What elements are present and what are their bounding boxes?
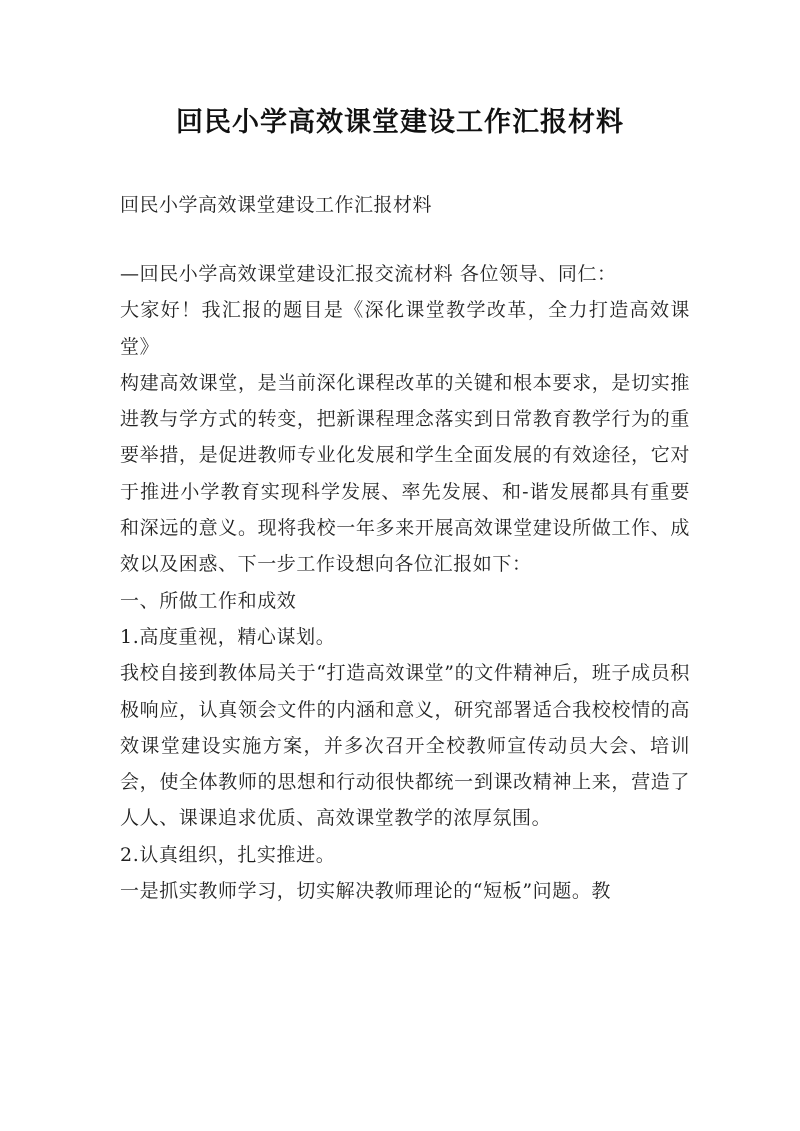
subsection-heading-2: 2.认真组织，扎实推进。 [120,843,336,866]
document-subtitle: 回民小学高效课堂建设工作汇报材料 [120,194,433,216]
paragraph-planning: 我校自接到教体局关于“打造高效课堂”的文件精神后，班子成员积极响应，认真领会文件的内涵和意义，研究部署适合我校校情的高效课堂建设实施方案，并多次召开全校教师宣传动员大会、培训会，使全体教师的思想和行动很快都统一到课改精神上来，营造了人人、课课追求优质、高效课堂教学的浓厚氛围。 [120,662,690,830]
document-body [120,256,690,909]
paragraph-greeting: 大家好！我汇报的题目是《深化课堂教学改革，全力打造高效课堂》 [120,299,690,358]
paragraph-intro: —回民小学高效课堂建设汇报交流材料 各位领导、同仁： [120,263,617,285]
document-title: 回民小学高效课堂建设工作汇报材料 [176,107,624,138]
section-heading-1: 一、所做工作和成效 [120,589,297,612]
paragraph-teacher-study: 一是抓实教师学习，切实解决教师理论的“短板”问题。教 [120,880,612,903]
subsection-heading-1: 1.高度重视，精心谋划。 [120,625,336,648]
paragraph-overview: 构建高效课堂，是当前深化课程改革的关键和根本要求，是切实推进教与学方式的转变，把新课程理念落实到日常教育教学行为的重要举措，是促进教师专业化发展和学生全面发展的有效途径，它对于推进小学教育实现科学发展、率先发展、和-谐发展都具有重要和深远的意义。现将我校一年多来开展高效课堂建设所做工作、成效以及困惑、下一步工作设想向各位汇报如下： [120,371,690,576]
